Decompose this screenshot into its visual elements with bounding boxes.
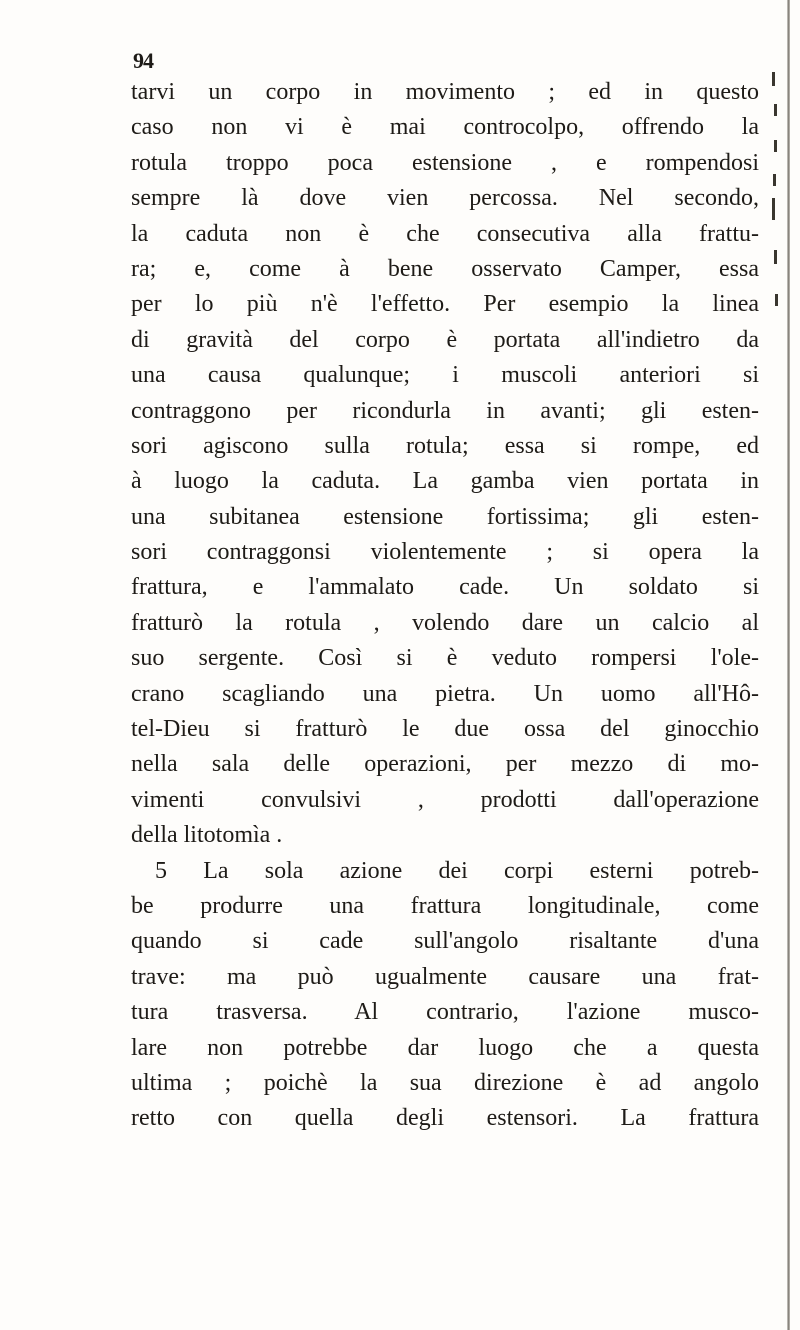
text-line: sori agiscono sulla rotula; essa si rompe, ed [131,432,759,459]
page-edge-shadow [787,0,790,1330]
body-text [131,75,759,1137]
text-line: trave: ma può ugualmente causare una frat- [131,963,759,990]
text-line: be produrre una frattura longitudinale, come [131,892,759,919]
text-line: nella sala delle operazioni, per mezzo di mo- [131,751,759,778]
text-line: tura trasversa. Al contrario, l'azione musco- [131,999,759,1026]
text-line: vimenti convulsivi , prodotti dall'operazione [131,786,759,813]
text-line: contraggono per ricondurla in avanti; gli esten- [131,397,759,424]
text-line: tarvi un corpo in movimento ; ed in questo [131,79,759,105]
text-line: à luogo la caduta. La gamba vien portata in [131,468,759,495]
text-line: retto con quella degli estensori. La frattura [131,1105,759,1132]
text-line: lare non potrebbe dar luogo che a questa [131,1034,759,1061]
text-line: per lo più n'è l'effetto. Per esempio la linea [131,291,759,318]
text-line: fratturò la rotula , volendo dare un calcio al [131,609,759,636]
text-line: sempre là dove vien percossa. Nel secondo, [131,185,759,212]
text-line: della litotomìa . [131,822,283,849]
text-line: suo sergente. Così si è veduto rompersi l'ole- [131,645,759,672]
text-line: ultima ; poichè la sua direzione è ad angolo [131,1069,759,1096]
text-line: frattura, e l'ammalato cade. Un soldato si [131,574,759,601]
text-line: 5 La sola azione dei corpi esterni potreb- [155,857,759,884]
text-line: ra; e, come à bene osservato Camper, essa [131,255,759,282]
text-line: sori contraggonsi violentemente ; si opera la [131,539,759,566]
text-line: una causa qualunque; i muscoli anteriori si [131,362,759,389]
text-line: di gravità del corpo è portata all'indietro da [131,326,759,353]
margin-print-fragments [770,70,784,370]
text-line: una subitanea estensione fortissima; gli esten- [131,503,759,530]
text-line: crano scagliando una pietra. Un uomo all'Hô- [131,680,759,707]
page-number: 94 [133,48,153,73]
text-line: caso non vi è mai controcolpo, offrendo la [131,114,759,141]
text-line: tel-Dieu si fratturò le due ossa del ginocchio [131,716,759,743]
text-line: la caduta non è che consecutiva alla frattu- [131,220,759,247]
text-line: rotula troppo poca estensione , e rompendosi [131,149,759,176]
text-line: quando si cade sull'angolo risaltante d'una [131,928,759,955]
